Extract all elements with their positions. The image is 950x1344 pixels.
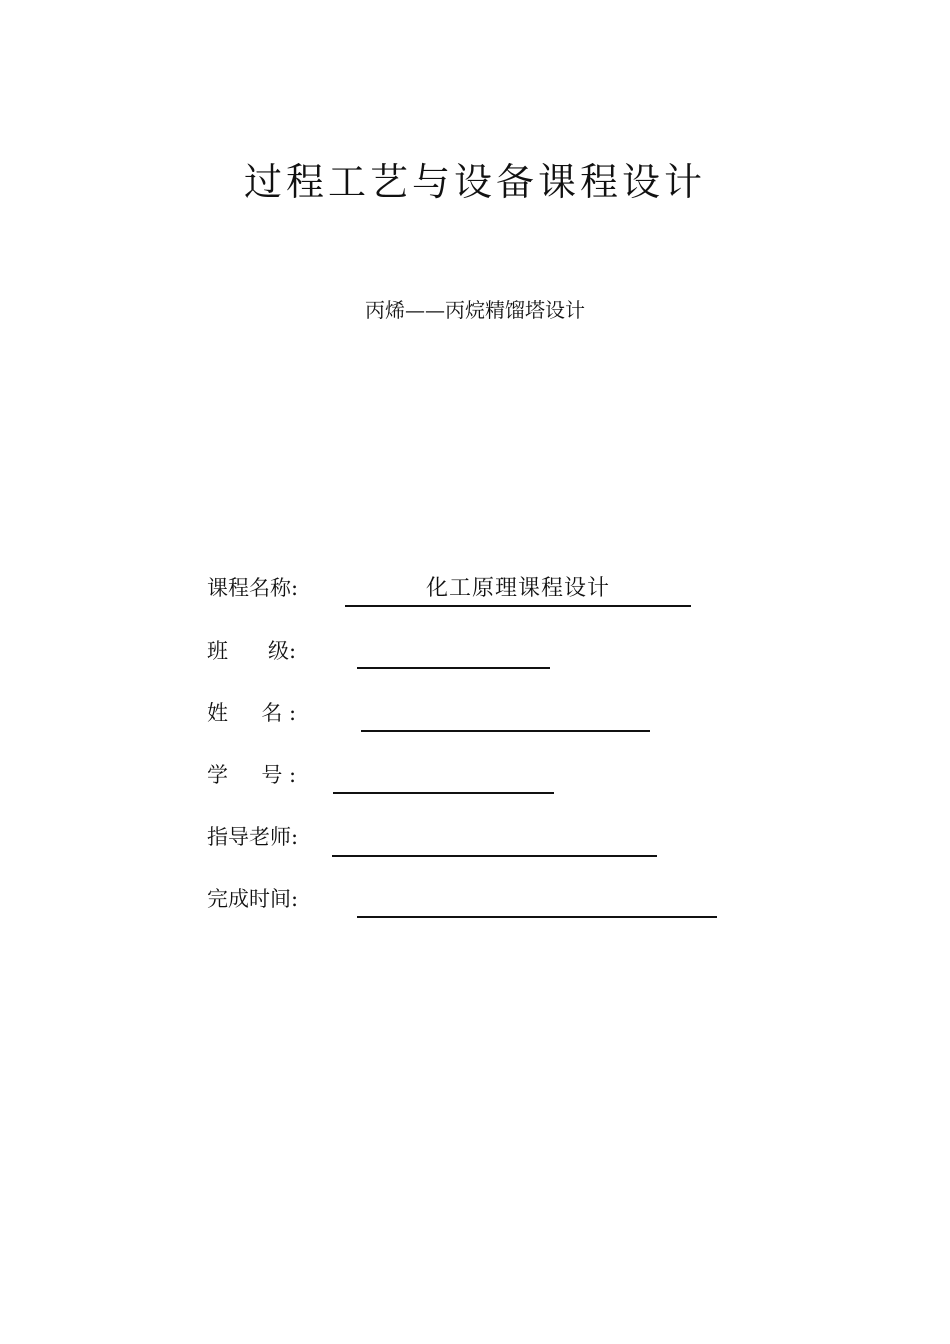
course-name-label: 课程名称:: [207, 576, 299, 600]
advisor-label: 指导老师:: [207, 825, 299, 849]
document-title: 过程工艺与设备课程设计: [243, 160, 706, 204]
document-subtitle: 丙烯——丙烷精馏塔设计: [365, 298, 585, 322]
student-id-underline: [333, 792, 554, 794]
class-underline: [357, 667, 550, 669]
completion-time-label: 完成时间:: [207, 887, 299, 911]
completion-time-underline: [357, 916, 717, 918]
name-underline: [361, 730, 650, 732]
course-name-underline: [345, 605, 691, 607]
advisor-underline: [332, 855, 657, 857]
course-name-value: 化工原理课程设计: [425, 576, 610, 601]
student-id-label: 学 号 :: [207, 763, 297, 787]
class-label: 班 级:: [207, 639, 297, 663]
name-label: 姓 名 :: [207, 701, 297, 725]
